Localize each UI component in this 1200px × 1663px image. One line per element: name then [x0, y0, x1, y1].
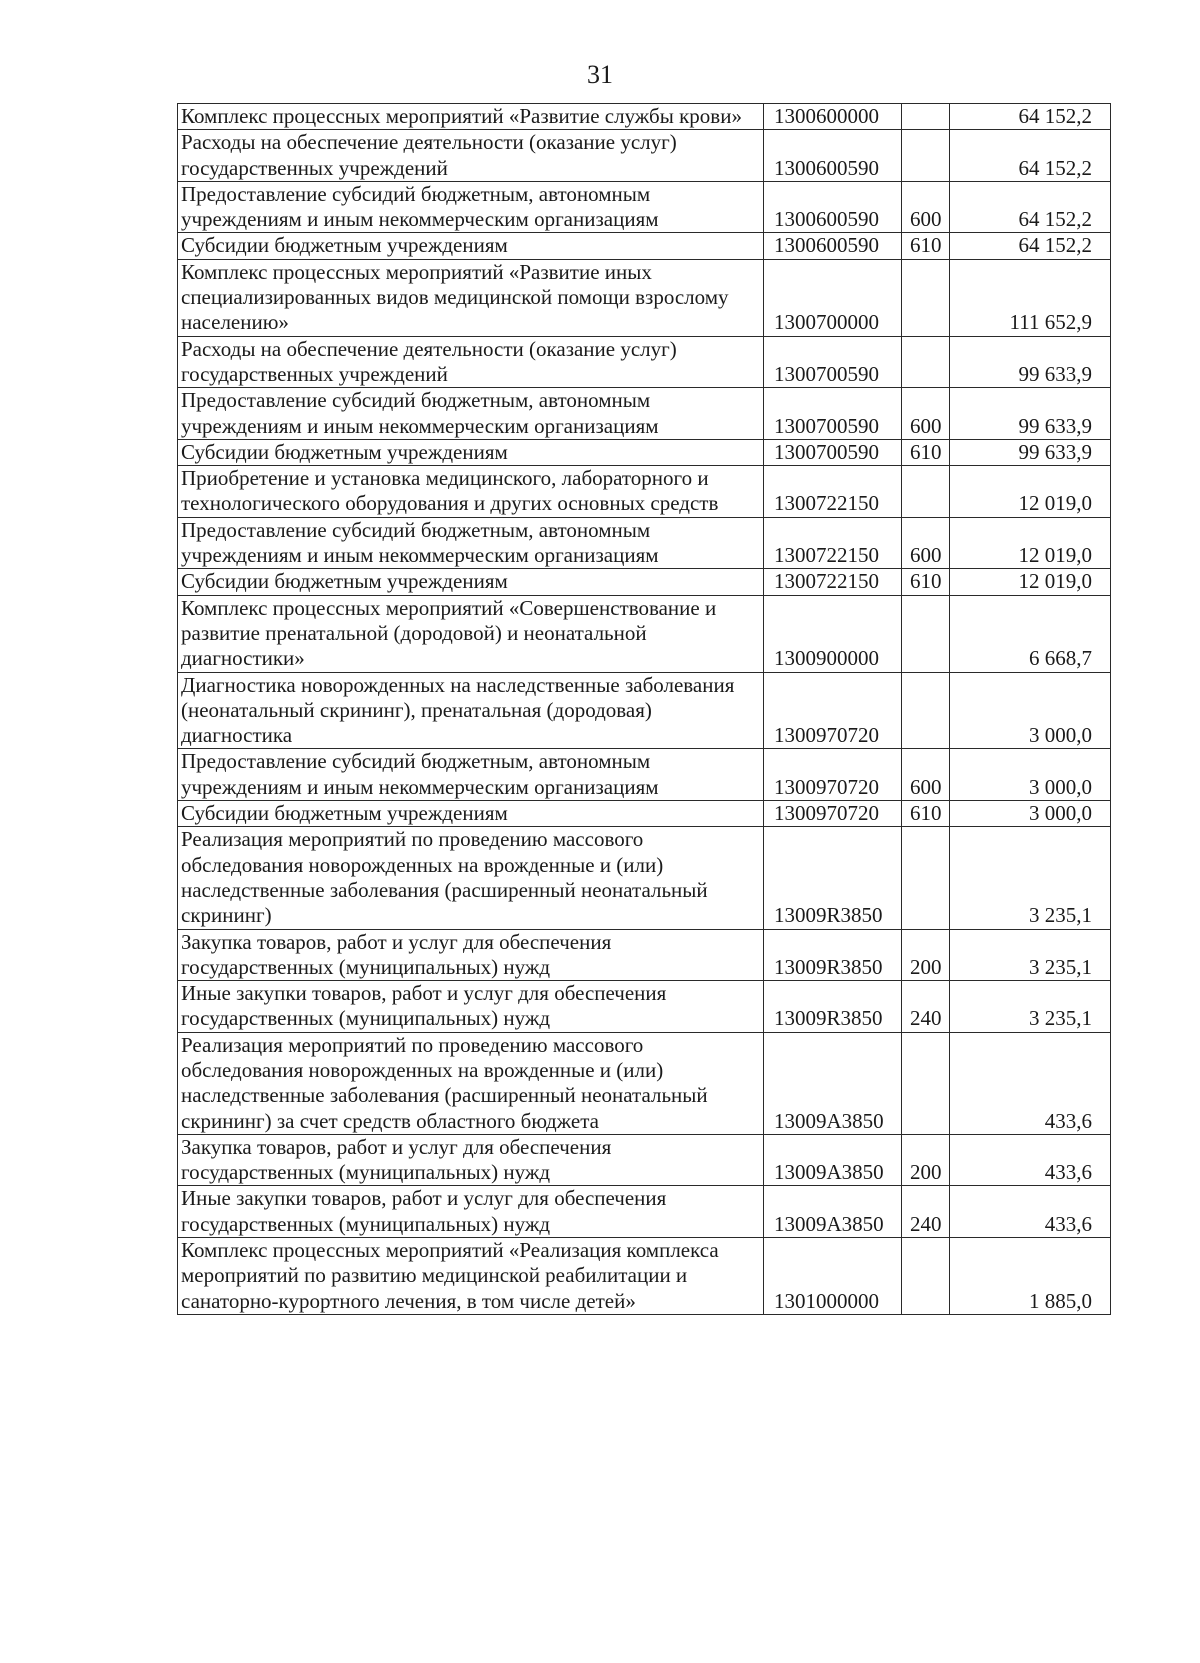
row-amount: 3 235,1 [950, 929, 1111, 981]
row-amount: 1 885,0 [950, 1238, 1111, 1315]
row-amount: 12 019,0 [950, 569, 1111, 595]
table-row [178, 388, 1111, 440]
row-code: 1300600590 [764, 233, 902, 259]
row-amount: 433,6 [950, 1134, 1111, 1186]
row-code: 1300970720 [764, 672, 902, 749]
row-amount: 3 235,1 [950, 981, 1111, 1033]
row-name: Субсидии бюджетным учреждениям [178, 569, 764, 595]
row-expense-type [902, 672, 950, 749]
table-row [178, 466, 1111, 518]
table-row [178, 569, 1111, 595]
row-name: Комплекс процессных мероприятий «Развитие службы крови» [178, 104, 764, 130]
row-amount: 3 000,0 [950, 749, 1111, 801]
row-amount: 99 633,9 [950, 336, 1111, 388]
row-name: Диагностика новорожденных на наследственные заболевания (неонатальный скрининг), пренатальная (дородовая) диагностика [178, 672, 764, 749]
row-code: 1300722150 [764, 517, 902, 569]
row-name: Комплекс процессных мероприятий «Развитие иных специализированных видов медицинской помощи взрослому населению» [178, 259, 764, 336]
row-code: 13009A3850 [764, 1134, 902, 1186]
row-name: Комплекс процессных мероприятий «Совершенствование и развитие пренатальной (дородовой) и неонатальной диагностики» [178, 595, 764, 672]
row-amount: 64 152,2 [950, 233, 1111, 259]
row-code: 13009A3850 [764, 1186, 902, 1238]
row-name: Закупка товаров, работ и услуг для обеспечения государственных (муниципальных) нужд [178, 929, 764, 981]
table-row [178, 181, 1111, 233]
row-amount: 12 019,0 [950, 517, 1111, 569]
table-row [178, 259, 1111, 336]
row-expense-type [902, 336, 950, 388]
row-code: 1300600590 [764, 181, 902, 233]
row-code: 1300700590 [764, 439, 902, 465]
row-code: 1300722150 [764, 466, 902, 518]
row-code: 13009R3850 [764, 827, 902, 929]
row-expense-type: 240 [902, 981, 950, 1033]
row-expense-type [902, 595, 950, 672]
row-expense-type [902, 259, 950, 336]
row-amount: 12 019,0 [950, 466, 1111, 518]
row-name: Расходы на обеспечение деятельности (оказание услуг) государственных учреждений [178, 130, 764, 182]
row-expense-type [902, 104, 950, 130]
row-name: Предоставление субсидий бюджетным, автономным учреждениям и иным некоммерческим организациям [178, 749, 764, 801]
table-row [178, 1032, 1111, 1134]
row-expense-type [902, 130, 950, 182]
page-number: 31 [587, 60, 613, 89]
row-expense-type: 600 [902, 181, 950, 233]
row-expense-type: 200 [902, 929, 950, 981]
row-code: 13009R3850 [764, 929, 902, 981]
table-row [178, 827, 1111, 929]
table-row [178, 801, 1111, 827]
table-row [178, 439, 1111, 465]
row-amount: 64 152,2 [950, 181, 1111, 233]
table-row [178, 981, 1111, 1033]
table-row [178, 749, 1111, 801]
table-row [178, 130, 1111, 182]
row-name: Иные закупки товаров, работ и услуг для обеспечения государственных (муниципальных) нужд [178, 981, 764, 1033]
row-expense-type [902, 466, 950, 518]
row-code: 13009A3850 [764, 1032, 902, 1134]
row-code: 13009R3850 [764, 981, 902, 1033]
row-name: Комплекс процессных мероприятий «Реализация комплекса мероприятий по развитию медицинской реабилитации и санаторно-курортного лечения, в том числе детей» [178, 1238, 764, 1315]
row-expense-type [902, 827, 950, 929]
row-amount: 64 152,2 [950, 130, 1111, 182]
row-expense-type: 600 [902, 749, 950, 801]
row-code: 1300700590 [764, 336, 902, 388]
row-code: 1300600000 [764, 104, 902, 130]
row-expense-type [902, 1032, 950, 1134]
table-row [178, 595, 1111, 672]
row-amount: 99 633,9 [950, 439, 1111, 465]
row-expense-type: 600 [902, 517, 950, 569]
table-row [178, 1186, 1111, 1238]
row-code: 1300700590 [764, 388, 902, 440]
table-row [178, 517, 1111, 569]
row-amount: 6 668,7 [950, 595, 1111, 672]
row-name: Субсидии бюджетным учреждениям [178, 233, 764, 259]
row-expense-type: 610 [902, 569, 950, 595]
row-amount: 3 000,0 [950, 672, 1111, 749]
table-row [178, 336, 1111, 388]
row-name: Субсидии бюджетным учреждениям [178, 439, 764, 465]
row-name: Субсидии бюджетным учреждениям [178, 801, 764, 827]
row-expense-type: 610 [902, 233, 950, 259]
row-name: Иные закупки товаров, работ и услуг для обеспечения государственных (муниципальных) нужд [178, 1186, 764, 1238]
row-code: 1301000000 [764, 1238, 902, 1315]
row-expense-type: 610 [902, 801, 950, 827]
row-amount: 64 152,2 [950, 104, 1111, 130]
row-expense-type: 610 [902, 439, 950, 465]
row-code: 1300970720 [764, 801, 902, 827]
row-code: 1300722150 [764, 569, 902, 595]
row-expense-type: 240 [902, 1186, 950, 1238]
table-row [178, 672, 1111, 749]
row-name: Предоставление субсидий бюджетным, автономным учреждениям и иным некоммерческим организациям [178, 388, 764, 440]
row-amount: 3 000,0 [950, 801, 1111, 827]
row-name: Расходы на обеспечение деятельности (оказание услуг) государственных учреждений [178, 336, 764, 388]
table-row [178, 104, 1111, 130]
row-expense-type [902, 1238, 950, 1315]
row-amount: 433,6 [950, 1032, 1111, 1134]
row-expense-type: 200 [902, 1134, 950, 1186]
table-row [178, 1238, 1111, 1315]
row-code: 1300600590 [764, 130, 902, 182]
row-expense-type: 600 [902, 388, 950, 440]
row-name: Реализация мероприятий по проведению массового обследования новорожденных на врожденные и (или) наследственные заболевания (расширенный неонатальный скрининг) [178, 827, 764, 929]
row-name: Реализация мероприятий по проведению массового обследования новорожденных на врожденные и (или) наследственные заболевания (расширенный неонатальный скрининг) за счет средств областного бюджета [178, 1032, 764, 1134]
budget-table [177, 103, 1111, 1315]
row-code: 1300900000 [764, 595, 902, 672]
table-row [178, 1134, 1111, 1186]
row-amount: 433,6 [950, 1186, 1111, 1238]
row-name: Предоставление субсидий бюджетным, автономным учреждениям и иным некоммерческим организациям [178, 517, 764, 569]
row-amount: 99 633,9 [950, 388, 1111, 440]
row-code: 1300970720 [764, 749, 902, 801]
row-name: Закупка товаров, работ и услуг для обеспечения государственных (муниципальных) нужд [178, 1134, 764, 1186]
row-name: Предоставление субсидий бюджетным, автономным учреждениям и иным некоммерческим организациям [178, 181, 764, 233]
row-amount: 111 652,9 [950, 259, 1111, 336]
table-row [178, 233, 1111, 259]
row-code: 1300700000 [764, 259, 902, 336]
row-name: Приобретение и установка медицинского, лабораторного и технологического оборудования и других основных средств [178, 466, 764, 518]
row-amount: 3 235,1 [950, 827, 1111, 929]
table-row [178, 929, 1111, 981]
